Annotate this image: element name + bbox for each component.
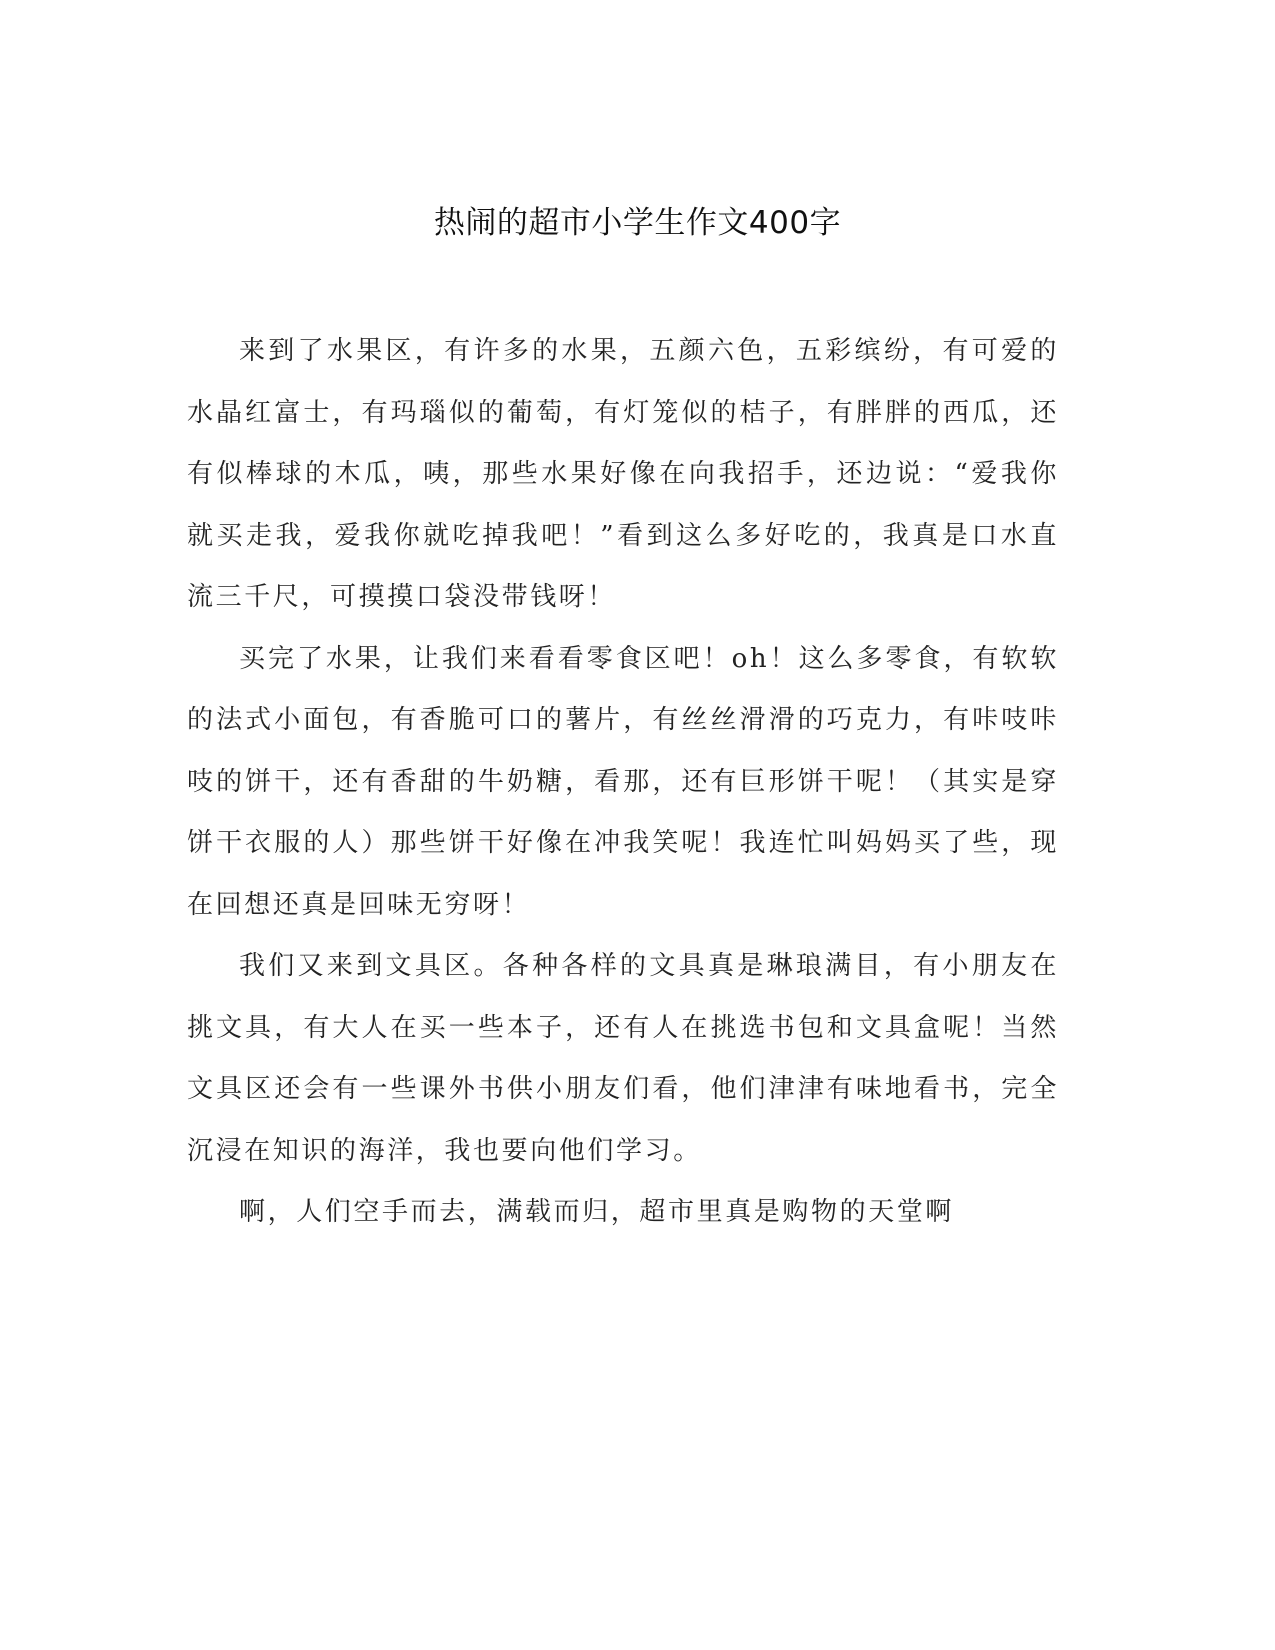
document-body bbox=[187, 321, 1059, 1244]
document-title: 热闹的超市小学生作文400字 bbox=[433, 205, 842, 241]
paragraph-fruit-section: 来到了水果区，有许多的水果，五颜六色，五彩缤纷，有可爱的水晶红富士，有玛瑙似的葡萄，有灯笼似的桔子，有胖胖的西瓜，还有似棒球的木瓜，咦，那些水果好像在向我招手，还边说：“爱我你就买走我，爱我你就吃掉我吧！”看到这么多好吃的，我真是口水直流三千尺，可摸摸口袋没带钱呀！ bbox=[187, 336, 1059, 612]
paragraph-snack-section: 买完了水果，让我们来看看零食区吧！oh！这么多零食，有软软的法式小面包，有香脆可口的薯片，有丝丝滑滑的巧克力，有咔吱咔吱的饼干，还有香甜的牛奶糖，看那，还有巨形饼干呢！（其实是穿饼干衣服的人）那些饼干好像在冲我笑呢！我连忙叫妈妈买了些，现在回想还真是回味无穷呀！ bbox=[187, 643, 1059, 920]
paragraph-stationery-section: 我们又来到文具区。各种各样的文具真是琳琅满目，有小朋友在挑文具，有大人在买一些本子，还有人在挑选书包和文具盒呢！当然文具区还会有一些课外书供小朋友们看，他们津津有味地看书，完全沉浸在知识的海洋，我也要向他们学习。 bbox=[187, 951, 1059, 1166]
paragraph-conclusion: 啊，人们空手而去，满载而归，超市里真是购物的天堂啊 bbox=[239, 1197, 955, 1227]
